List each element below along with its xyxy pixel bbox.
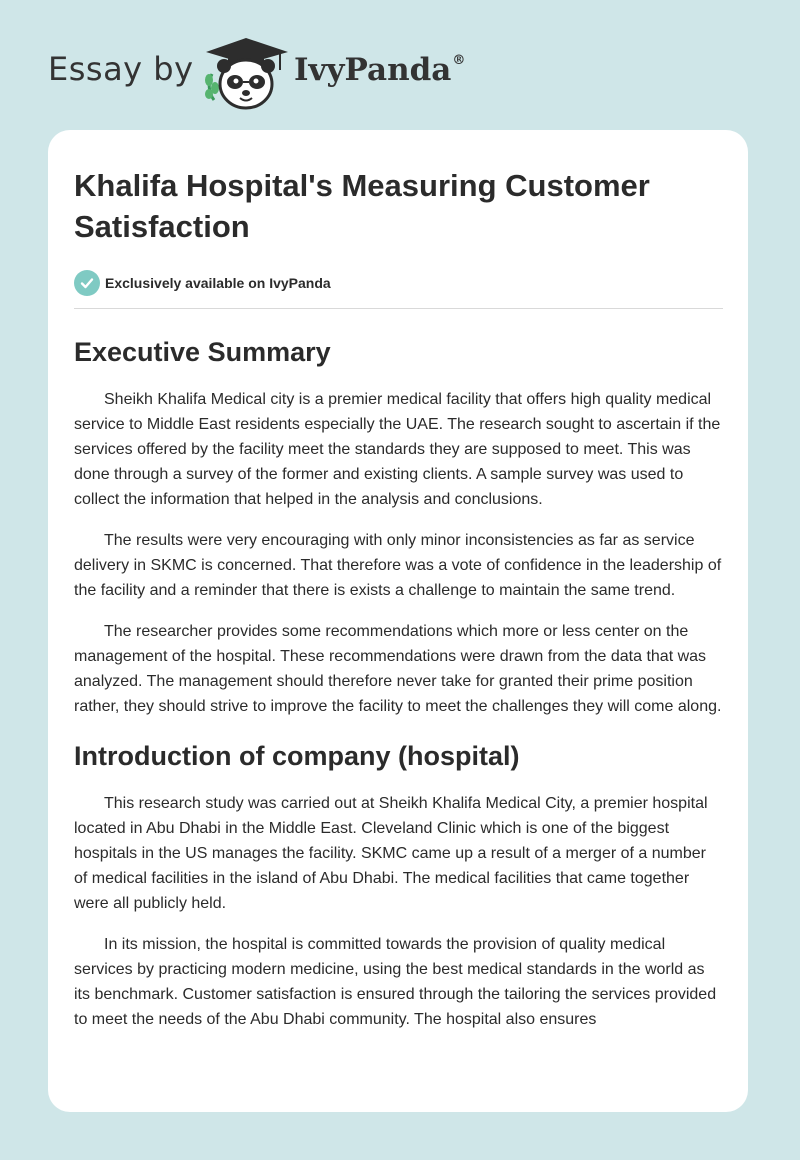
paragraph: Sheikh Khalifa Medical city is a premier medical facility that offers high quality medical service to Middle East residents especially the UAE. The research sought to ascertain if the services offered by the facility meet the standards they are supposed to meet. This was done through a survey of the former and existing clients. A sample survey was used to collect the information that helped in the analysis and conclusions. bbox=[74, 391, 721, 508]
paragraph: The results were very encouraging with only minor inconsistencies as far as service delivery in SKMC is concerned. That therefore was a vote of confidence in the leadership of the facility and a reminder that there is exists a challenge to maintain the same trend. bbox=[74, 532, 722, 599]
exclusive-badge bbox=[74, 270, 722, 296]
paragraph: In its mission, the hospital is committed towards the provision of quality medical services by practicing modern medicine, using the best medical standards in the world as its benchmark. Customer satisfaction is ensured through the tailoring the services provided to meet the needs of the Abu Dhabi community. The hospital also ensures bbox=[74, 936, 717, 1028]
paragraph: The researcher provides some recommendations which more or less center on the management of the hospital. These recommendations were drawn from the data that was analyzed. The management should therefore never take for granted their prime position rather, they should strive to improve the facility to meet the challenges they will come along. bbox=[74, 623, 722, 715]
exclusive-badge-label: Exclusively available on IvyPanda bbox=[105, 275, 331, 291]
panda-graduate-icon[interactable] bbox=[200, 34, 292, 110]
paragraph: This research study was carried out at Sheikh Khalifa Medical City, a premier hospital located in Abu Dhabi in the Middle East. Cleveland Clinic which is one of the biggest hospitals in the US manages the facility. SKMC came up a result of a merger of a number of medical facilities in the island of Abu Dhabi. The medical facilities that came together were all publicly held. bbox=[74, 795, 708, 912]
section-introduction bbox=[74, 739, 722, 1032]
section-heading: Executive Summary bbox=[74, 337, 331, 367]
brand-logo-text[interactable] bbox=[294, 52, 465, 88]
divider bbox=[74, 308, 723, 309]
essay-card bbox=[48, 130, 748, 1112]
page-title: Khalifa Hospital's Measuring Customer Satisfaction bbox=[74, 168, 650, 244]
section-executive-summary bbox=[74, 335, 722, 719]
brand-name: IvyPanda bbox=[294, 52, 452, 88]
site-header bbox=[0, 0, 800, 120]
essay-by-label: Essay by bbox=[48, 50, 194, 88]
check-icon bbox=[74, 270, 100, 296]
section-heading: Introduction of company (hospital) bbox=[74, 741, 520, 771]
registered-mark: ® bbox=[452, 53, 466, 68]
